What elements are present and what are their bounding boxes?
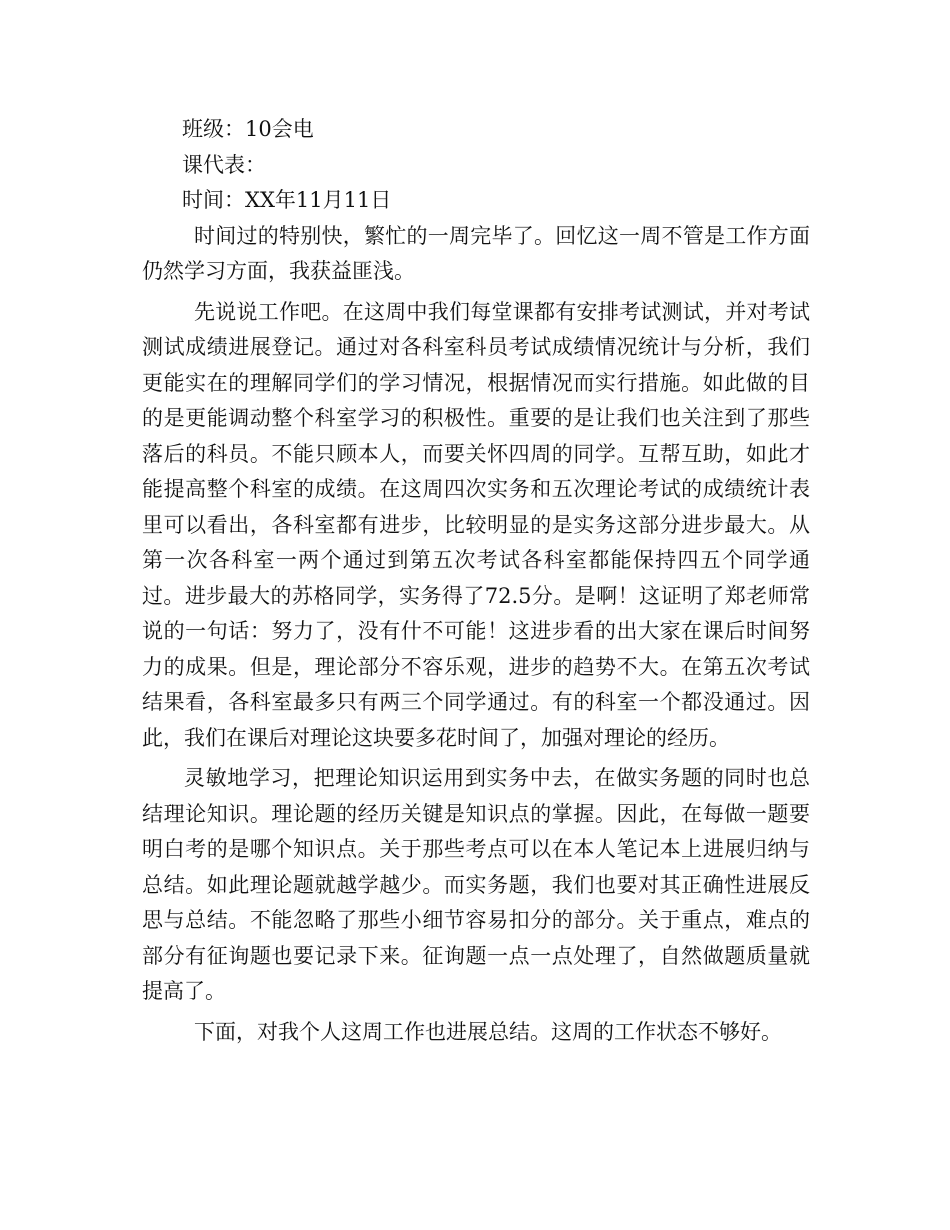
- document-body: [142, 112, 810, 1050]
- date-line: 时间：XX年11月11日: [182, 188, 392, 212]
- paragraph-work: 先说说工作吧。在这周中我们每堂课都有安排考试测试，并对考试测试成绩进展登记。通过对各科室科员考试成绩情况统计与分析，我们更能实在的理解同学们的学习情况，根据情况而实行措施。如此做的目的是更能调动整个科室学习的积极性。重要的是让我们也关注到了那些落后的科员。不能只顾本人，而要关怀四周的同学。互帮互助，如此才能提高整个科室的成绩。在这周四次实务和五次理论考试的成绩统计表里可以看出，各科室都有进步，比较明显的是实务这部分进步最大。从第一次各科室一两个通过到第五次考试各科室都能保持四五个同学通过。进步最大的苏格同学，实务得了72.5分。是啊！这证明了郑老师常说的一句话：努力了，没有什不可能！这进步看的出大家在课后时间努力的成果。但是，理论部分不容乐观，进步的趋势不大。在第五次考试结果看，各科室最多只有两三个同学通过。有的科室一个都没通过。因此，我们在课后对理论这块要多花时间了，加强对理论的经历。: [142, 299, 810, 750]
- paragraph-personal: 下面，对我个人这周工作也进展总结。这周的工作状态不够好。: [194, 1019, 782, 1044]
- paragraph-study: 灵敏地学习，把理论知识运用到实务中去，在做实务题的同时也总结理论知识。理论题的经历关键是知识点的掌握。因此，在每做一题要明白考的是哪个知识点。关于那些考点可以在本人笔记本上进展归纳与总结。如此理论题就越学越少。而实务题，我们也要对其正确性进展反思与总结。不能忽略了那些小细节容易扣分的部分。关于重点，难点的部分有征询题也要记录下来。征询题一点一点处理了，自然做题质量就提高了。: [142, 766, 810, 1003]
- course-rep-line: 课代表：: [182, 152, 266, 177]
- paragraph-intro: 时间过的特别快，繁忙的一周完毕了。回忆这一周不管是工作方面仍然学习方面，我获益匪浅。: [142, 223, 810, 283]
- class-line: 班级：10会电: [182, 117, 314, 141]
